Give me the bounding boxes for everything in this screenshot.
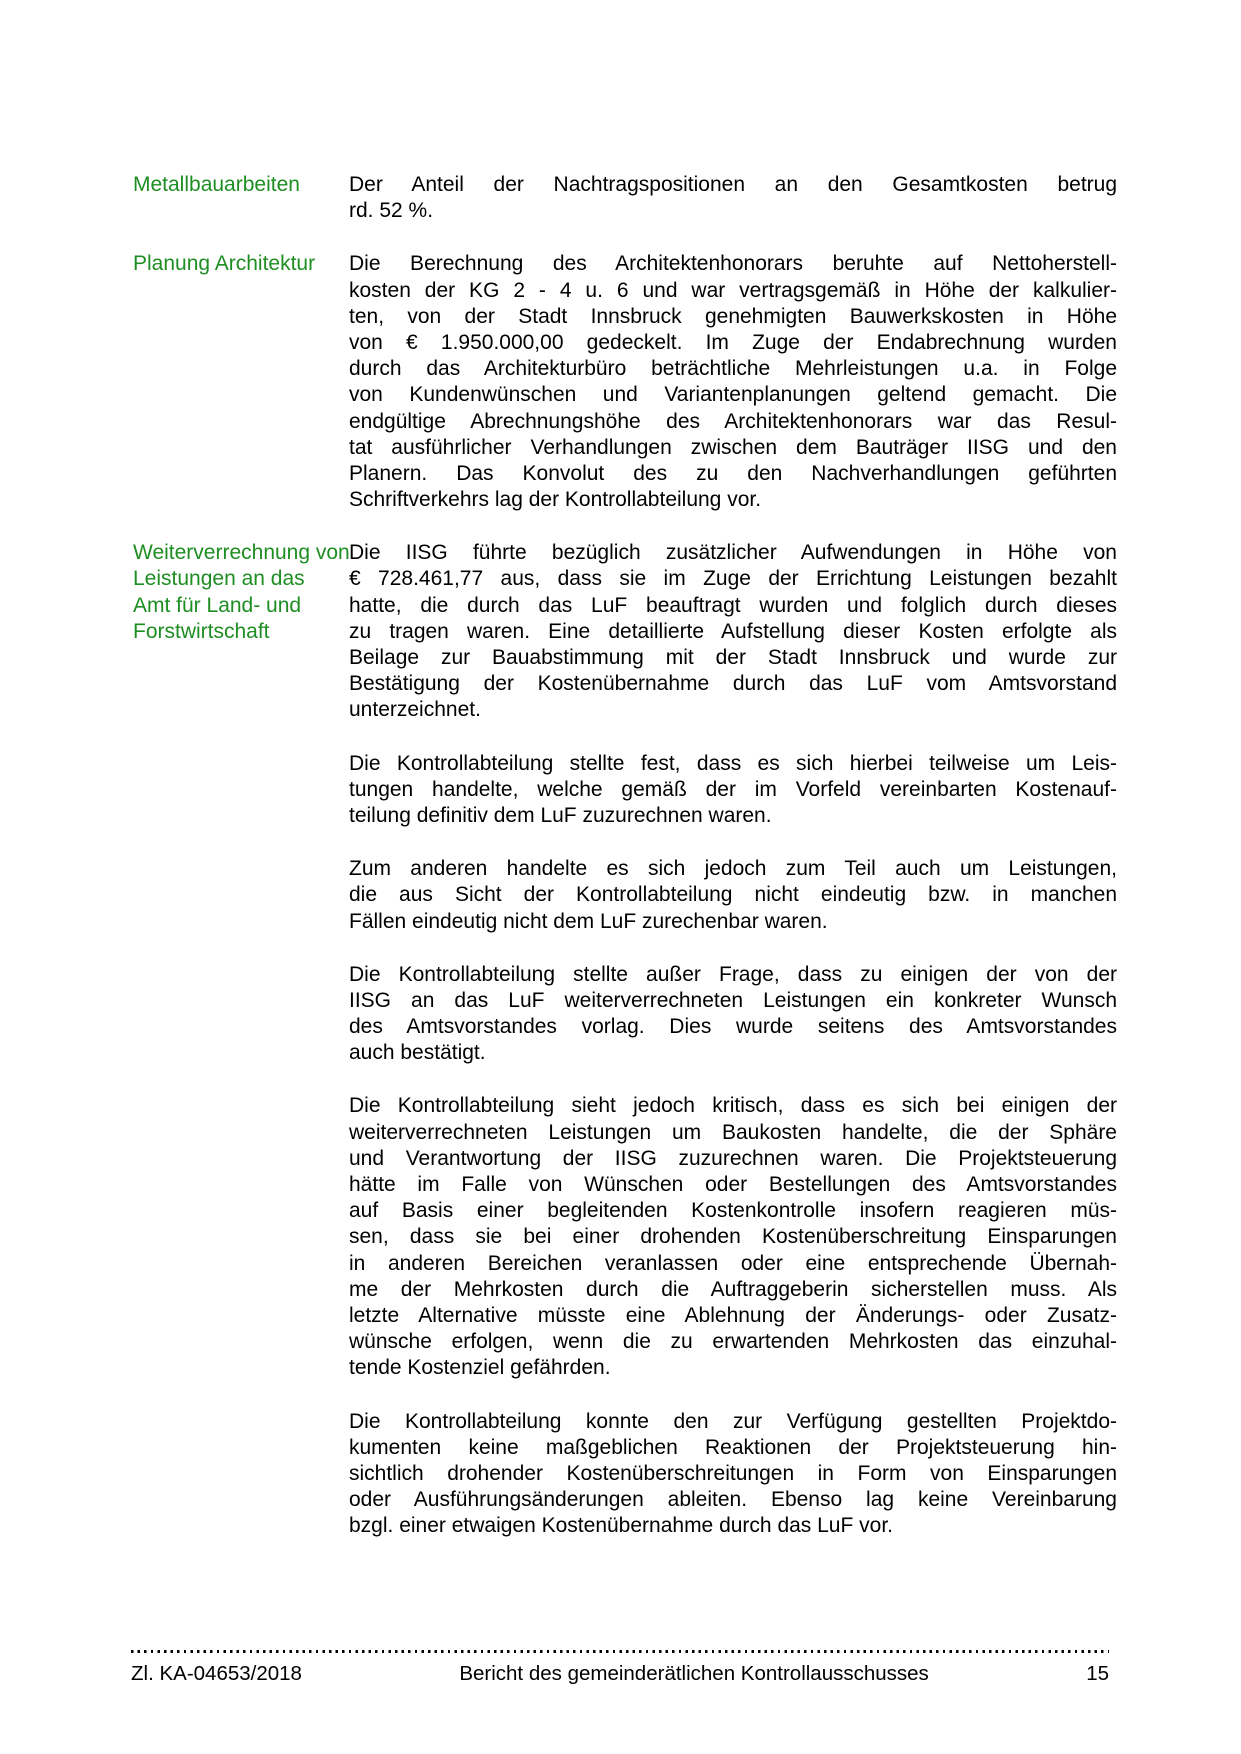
text-line: ten, von der Stadt Innsbruck genehmigten Bauwerkskosten in Höhe xyxy=(349,304,1117,328)
text-line: oder Ausführungsänderungen ableiten. Ebenso lag keine Vereinbarung xyxy=(349,1488,1117,1512)
text-line: Bestätigung der Kostenübernahme durch das LuF vom Amtsvorstand xyxy=(349,672,1117,696)
text-line: Die Kontrollabteilung stellte außer Frage, dass zu einigen der von der xyxy=(349,962,1117,986)
text-line: auch bestätigt. xyxy=(349,1041,486,1065)
paragraph xyxy=(349,751,1117,830)
section-heading xyxy=(133,251,349,277)
text-line: sichtlich drohender Kostenüberschreitungen in Form von Einsparungen xyxy=(349,1461,1117,1485)
text-line: tungen handelte, welche gemäß der im Vorfeld vereinbarten Kostenauf- xyxy=(349,777,1117,801)
footer-report-title: Bericht des gemeinderätlichen Kontrollausschusses xyxy=(459,1662,929,1685)
section-heading-line: Metallbauarbeiten xyxy=(133,173,300,196)
text-line: letzte Alternative müsste eine Ablehnung der Änderungs- oder Zusatz- xyxy=(349,1303,1117,1327)
text-line: unterzeichnet. xyxy=(349,698,481,722)
text-line: die aus Sicht der Kontrollabteilung nicht eindeutig bzw. in manchen xyxy=(349,883,1117,907)
text-line: wünsche erfolgen, wenn die zu erwartenden Mehrkosten das einzuhal- xyxy=(349,1330,1117,1354)
text-line: Schriftverkehrs lag der Kontrollabteilung vor. xyxy=(349,488,762,512)
paragraph xyxy=(349,962,1117,1067)
text-line: durch das Architekturbüro beträchtliche Mehrleistungen u.a. in Folge xyxy=(349,357,1117,381)
text-line: kosten der KG 2 - 4 u. 6 und war vertragsgemäß in Höhe der kalkulier- xyxy=(349,278,1117,302)
text-line: weiterverrechneten Leistungen um Baukosten handelte, die der Sphäre xyxy=(349,1120,1117,1144)
text-line: teilung definitiv dem LuF zuzurechnen waren. xyxy=(349,803,772,827)
text-line: Die Kontrollabteilung stellte fest, dass es sich hierbei teilweise um Leis- xyxy=(349,751,1117,775)
text-line: von Kundenwünschen und Variantenplanungen geltend gemacht. Die xyxy=(349,383,1117,407)
paragraph xyxy=(349,251,1117,513)
section-paragraphs xyxy=(349,251,1117,540)
text-line: bzgl. einer etwaigen Kostenübernahme durch das LuF vor. xyxy=(349,1514,894,1538)
section-block xyxy=(133,540,1117,1566)
document-body xyxy=(133,172,1117,1566)
text-line: me der Mehrkosten durch die Auftraggeberin sicherstellen muss. Als xyxy=(349,1277,1117,1301)
text-line: Planern. Das Konvolut des zu den Nachverhandlungen geführten xyxy=(349,461,1117,485)
footer-page-number: 15 xyxy=(1086,1662,1109,1685)
text-line: von € 1.950.000,00 gedeckelt. Im Zuge der Endabrechnung wurden xyxy=(349,330,1117,354)
paragraph xyxy=(349,540,1117,723)
section-block xyxy=(133,251,1117,540)
text-line: sen, dass sie bei einer drohenden Kostenüberschreitung Einsparungen xyxy=(349,1225,1117,1249)
text-line: IISG an das LuF weiterverrechneten Leistungen ein konkreter Wunsch xyxy=(349,988,1117,1012)
section-heading-line: Amt für Land- und xyxy=(133,593,302,617)
paragraph xyxy=(349,172,1117,224)
text-line: tende Kostenziel gefährden. xyxy=(349,1356,611,1380)
text-line: in anderen Bereichen veranlassen oder eine entsprechende Übernah- xyxy=(349,1251,1117,1275)
text-line: zu tragen waren. Eine detaillierte Aufstellung dieser Kosten erfolgte als xyxy=(349,619,1117,643)
section-block xyxy=(133,172,1117,251)
text-line: auf Basis einer begleitenden Kostenkontrolle insofern reagieren müs- xyxy=(349,1199,1117,1223)
section-heading xyxy=(133,172,349,198)
text-line: kumenten keine maßgeblichen Reaktionen der Projektsteuerung hin- xyxy=(349,1435,1117,1459)
section-paragraphs xyxy=(349,172,1117,251)
paragraph xyxy=(349,856,1117,935)
text-line: Die Kontrollabteilung sieht jedoch kritisch, dass es sich bei einigen der xyxy=(349,1094,1117,1118)
text-line: Die Kontrollabteilung konnte den zur Verfügung gestellten Projektdo- xyxy=(349,1409,1117,1433)
text-line: rd. 52 %. xyxy=(349,199,434,223)
footer-reference-number: Zl. KA-04653/2018 xyxy=(131,1662,302,1685)
text-line: Der Anteil der Nachtragspositionen an den Gesamtkosten betrug xyxy=(349,173,1117,196)
section-heading-line: Forstwirtschaft xyxy=(133,619,270,643)
text-line: Die Berechnung des Architektenhonorars beruhte auf Nettoherstell- xyxy=(349,252,1117,276)
section-heading-line: Weiterverrechnung von xyxy=(133,541,350,565)
footer xyxy=(131,1661,1109,1687)
text-line: und Verantwortung der IISG zuzurechnen waren. Die Projektsteuerung xyxy=(349,1146,1117,1170)
text-line: Zum anderen handelte es sich jedoch zum Teil auch um Leistungen, xyxy=(349,857,1117,881)
text-line: tat ausführlicher Verhandlungen zwischen dem Bauträger IISG und den xyxy=(349,435,1117,459)
paragraph xyxy=(349,1409,1117,1540)
text-line: endgültige Abrechnungshöhe des Architektenhonorars war das Resul- xyxy=(349,409,1117,433)
paragraph xyxy=(349,1093,1117,1381)
text-line: Die IISG führte bezüglich zusätzlicher Aufwendungen in Höhe von xyxy=(349,541,1117,565)
text-line: hatte, die durch das LuF beauftragt wurden und folglich durch dieses xyxy=(349,593,1117,617)
section-heading-line: Leistungen an das xyxy=(133,567,305,591)
text-line: hätte im Falle von Wünschen oder Bestellungen des Amtsvorstandes xyxy=(349,1173,1117,1196)
text-line: des Amtsvorstandes vorlag. Dies wurde seitens des Amtsvorstandes xyxy=(349,1015,1117,1039)
section-heading xyxy=(133,540,349,645)
section-paragraphs xyxy=(349,540,1117,1566)
footer-dotted-rule xyxy=(131,1650,1109,1653)
text-line: € 728.461,77 aus, dass sie im Zuge der Errichtung Leistungen bezahlt xyxy=(349,567,1117,591)
text-line: Fällen eindeutig nicht dem LuF zurechenbar waren. xyxy=(349,909,828,933)
text-line: Beilage zur Bauabstimmung mit der Stadt Innsbruck und wurde zur xyxy=(349,646,1117,669)
section-heading-line: Planung Architektur xyxy=(133,252,316,276)
